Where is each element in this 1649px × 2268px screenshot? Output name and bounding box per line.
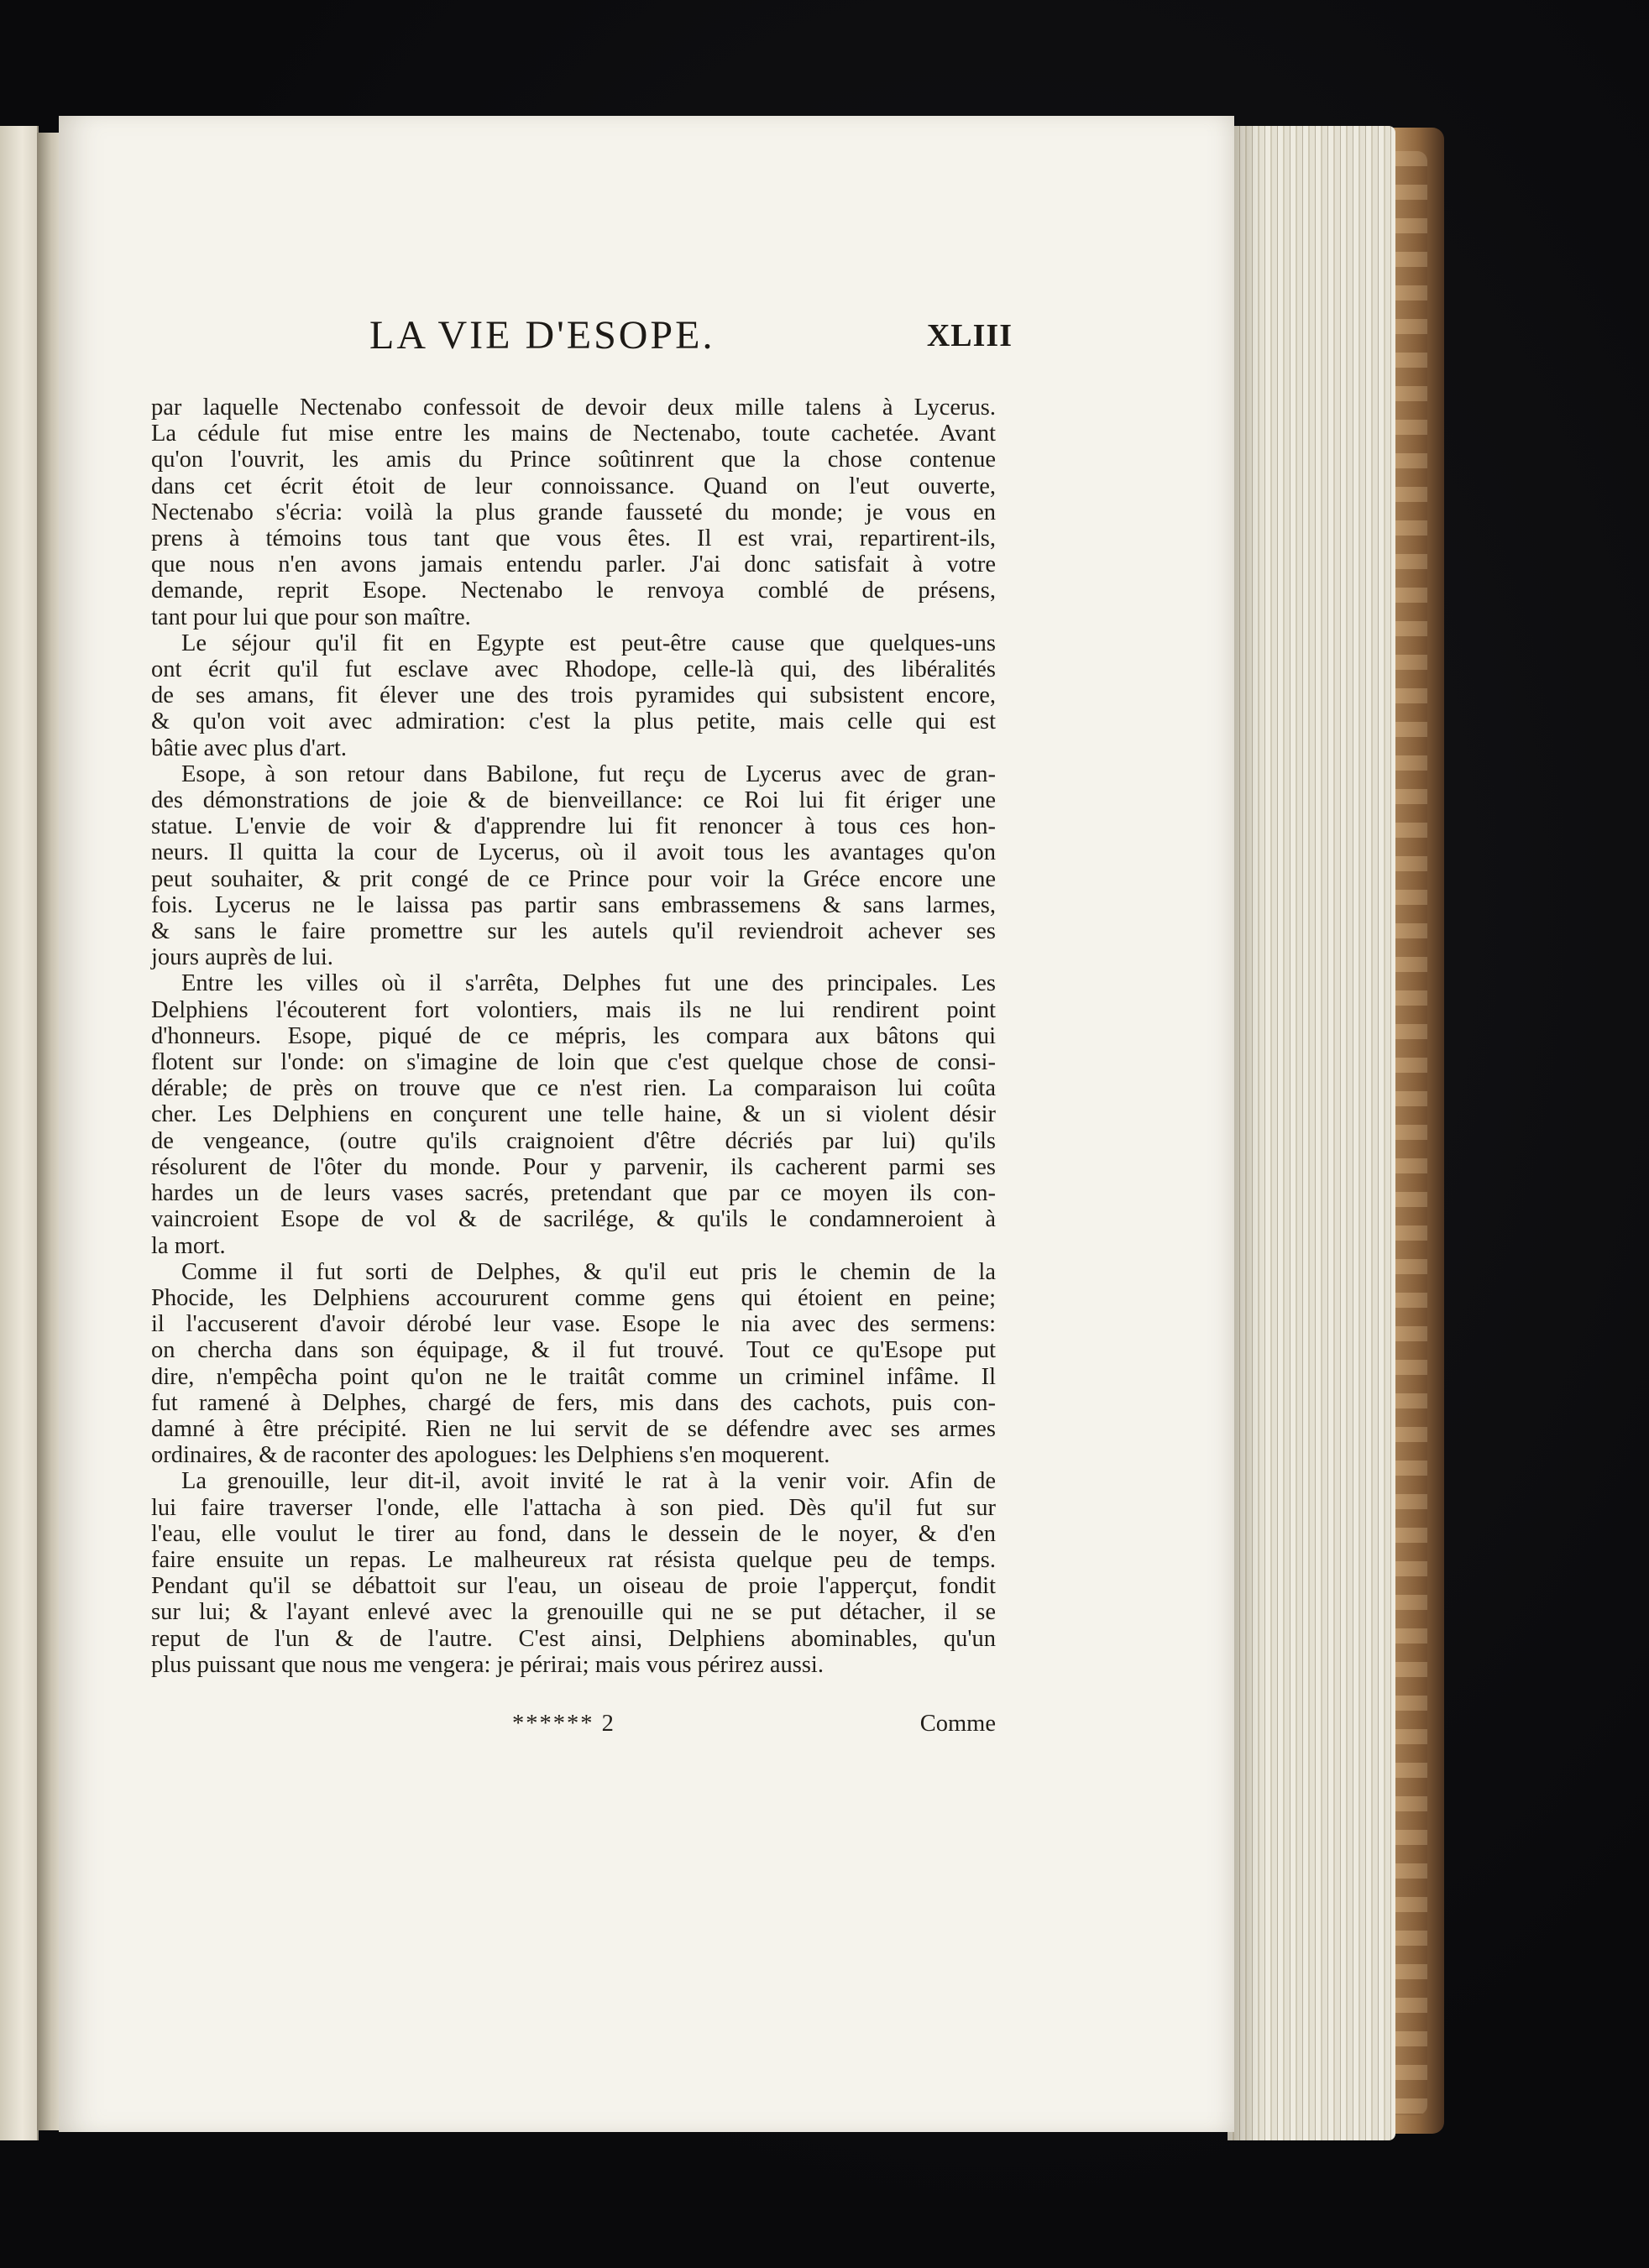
text-line: la mort. — [151, 1232, 226, 1259]
paragraph — [151, 395, 996, 630]
text-line: reput de l'un & de l'autre. C'est ainsi, Delphiens abominables, qu'un — [151, 1625, 996, 1652]
text-line: l'eau, elle voulut le tirer au fond, dans le dessein de le noyer, & d'en — [151, 1520, 996, 1547]
text-line: cher. Les Delphiens en conçurent une telle haine, & un si violent désir — [151, 1101, 996, 1128]
text-line: bâtie avec plus d'art. — [151, 734, 348, 761]
text-line: dans cet écrit étoit de leur connoissance. Quand on l'eut ouverte, — [151, 473, 996, 499]
paragraph — [151, 1259, 996, 1469]
text-line: de ses amans, fit élever une des trois pyramides qui subsistent encore, — [151, 682, 996, 709]
paragraph — [151, 1468, 996, 1678]
text-line: tant pour lui que pour son maître. — [151, 604, 471, 630]
text-line: flotent sur l'onde: on s'imagine de loin que c'est quelque chose de consi- — [151, 1049, 996, 1076]
text-line: & sans le faire promettre sur les autels qu'il reviendroit achever ses — [151, 918, 996, 945]
paragraph — [151, 630, 996, 761]
text-line: plus puissant que nous me vengera: je périrai; mais vous périrez aussi. — [151, 1651, 824, 1678]
text-line: & qu'on voit avec admiration: c'est la plus petite, mais celle qui est — [151, 708, 996, 735]
text-line: de vengeance, (outre qu'ils craignoient d'être décriés par lui) qu'ils — [151, 1127, 996, 1154]
text-line: Le séjour qu'il fit en Egypte est peut-être cause que quelques-uns — [181, 630, 996, 656]
text-line: Delphiens l'écouterent fort volontiers, mais ils ne lui rendirent point — [151, 996, 996, 1023]
text-line: La cédule fut mise entre les mains de Nectenabo, toute cachetée. Avant — [151, 421, 996, 447]
text-line: Phocide, les Delphiens accoururent comme gens qui étoient en peine; — [151, 1284, 996, 1311]
body-text — [151, 395, 996, 1678]
running-head — [151, 312, 1013, 371]
text-line: résolurent de l'ôter du monde. Pour y parvenir, ils cacherent parmi ses — [151, 1153, 996, 1180]
text-line: il l'accuserent d'avoir dérobé leur vase. Esope le nia avec des sermens: — [151, 1311, 996, 1338]
text-line: prens à témoins tous tant que vous êtes. Il est vrai, repartirent-ils, — [151, 525, 996, 552]
text-line: demande, reprit Esope. Nectenabo le renvoya comblé de présens, — [151, 577, 996, 604]
text-line: Pendant qu'il se débattoit sur l'eau, un oiseau de proie l'apperçut, fondit — [151, 1573, 996, 1600]
page-number: XLIII — [926, 318, 1013, 353]
text-line: Nectenabo s'écria: voilà la plus grande fausseté du monde; je vous en — [151, 499, 996, 525]
text-line: Esope, à son retour dans Babilone, fut reçu de Lycerus avec de gran- — [181, 760, 996, 787]
text-line: ont écrit qu'il fut esclave avec Rhodope, celle-là qui, des libéralités — [151, 656, 996, 683]
text-line: jours auprès de lui. — [151, 944, 333, 971]
text-line: lui faire traverser l'onde, elle l'attacha à son pied. Dès qu'il fut sur — [151, 1494, 996, 1521]
text-line: peut souhaiter, & prit congé de ce Prince pour voir la Gréce encore une — [151, 865, 996, 892]
text-line: qu'on l'ouvrit, les amis du Prince soûtinrent que la chose contenue — [151, 447, 996, 473]
left-page-edge — [0, 126, 39, 2140]
text-line: neurs. Il quitta la cour de Lycerus, où il avoit tous les avantages qu'on — [151, 839, 996, 866]
text-line: statue. L'envie de voir & d'apprendre lui fit renoncer à tous ces hon- — [151, 813, 996, 840]
running-title: LA VIE D'ESOPE. — [369, 313, 715, 358]
paragraph — [151, 761, 996, 971]
text-line: ordinaires, & de raconter des apologues: les Delphiens s'en moquerent. — [151, 1442, 830, 1469]
paragraph — [151, 970, 996, 1258]
text-line: d'honneurs. Esope, piqué de ce mépris, les compara aux bâtons qui — [151, 1022, 996, 1049]
text-line: dérable; de près on trouve que ce n'est rien. La comparaison lui coûta — [151, 1075, 996, 1102]
text-line: que nous n'en avons jamais entendu parler. J'ai donc satisfait à votre — [151, 551, 996, 578]
text-line: fut ramené à Delphes, chargé de fers, mis dans des cachots, puis con- — [151, 1389, 996, 1416]
text-line: faire ensuite un repas. Le malheureux rat résista quelque peu de temps. — [151, 1546, 996, 1573]
text-line: fois. Lycerus ne le laissa pas partir sans embrassemens & sans larmes, — [151, 891, 996, 918]
signature-mark: ****** 2 — [512, 1711, 615, 1737]
text-line: on chercha dans son équipage, & il fut trouvé. Tout ce qu'Esope put — [151, 1337, 996, 1364]
text-line: La grenouille, leur dit-il, avoit invité le rat à la venir voir. Afin de — [181, 1468, 996, 1495]
text-line: Comme il fut sorti de Delphes, & qu'il eut pris le chemin de la — [181, 1258, 996, 1285]
text-line: sur lui; & l'ayant enlevé avec la grenouille qui ne se put détacher, il se — [151, 1599, 996, 1626]
catchword: Comme — [919, 1711, 996, 1737]
text-line: des démonstrations de joie & de bienveillance: ce Roi lui fit ériger une — [151, 787, 996, 814]
text-line: vaincroient Esope de vol & de sacrilége, & qu'ils le condamneroient à — [151, 1206, 996, 1233]
text-line: par laquelle Nectenabo confessoit de devoir deux mille talens à Lycerus. — [151, 395, 996, 421]
text-line: dire, n'empêcha point qu'on ne le traitât comme un criminel infâme. Il — [151, 1363, 996, 1390]
text-line: damné à être précipité. Rien ne lui servit de se défendre avec ses armes — [151, 1415, 996, 1442]
text-line: hardes un de leurs vases sacrés, pretendant que par ce moyen ils con- — [151, 1180, 996, 1207]
text-line: Entre les villes où il s'arrêta, Delphes fut une des principales. Les — [181, 970, 996, 997]
page-footer — [151, 1711, 996, 1741]
